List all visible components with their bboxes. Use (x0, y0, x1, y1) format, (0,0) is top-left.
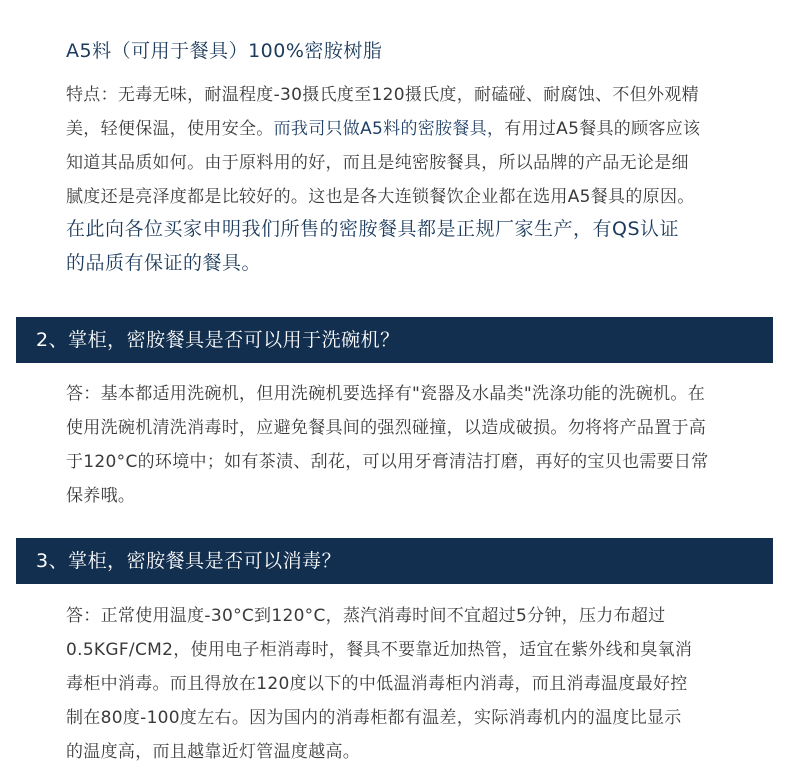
disinfection-line-4: 制在80度-100度左右。因为国内的消毒柜都有温差，实际消毒机内的温度比显示 (66, 708, 682, 728)
material-title: A5料（可用于餐具）100%密胺树脂 (66, 40, 383, 62)
disinfection-line-5: 的温度高，而且越靠近灯管温度越高。 (66, 742, 361, 762)
features-line-1: 特点：无毒无味，耐温程度-30摄氏度至120摄氏度，耐磕碰、耐腐蚀、不但外观精 (66, 85, 699, 105)
features-line-2 (66, 112, 766, 146)
dishwasher-line-2: 使用洗碗机清洗消毒时，应避免餐具间的强烈碰撞，以造成破损。勿将将产品置于高 (66, 418, 707, 438)
features-line-2-start: 美，轻便保温，使用安全。 (66, 119, 274, 139)
dishwasher-heading: 2、掌柜，密胺餐具是否可以用于洗碗机？ (16, 317, 773, 363)
features-line-3: 知道其品质如何。由于原料用的好，而且是纯密胺餐具，所以品牌的产品无论是细 (66, 153, 689, 173)
disinfection-heading: 3、掌柜，密胺餐具是否可以消毒？ (16, 538, 773, 584)
quality-statement (66, 212, 776, 280)
features-highlight: 而我司只做A5料的密胺餐具， (273, 119, 505, 139)
disinfection-line-3: 毒柜中消毒。而且得放在120度以下的中低温消毒柜内消毒，而且消毒温度最好控 (66, 674, 688, 694)
dishwasher-line-4: 保养哦。 (66, 486, 136, 506)
dishwasher-line-1: 答：基本都适用洗碗机，但用洗碗机要选择有"瓷器及水晶类"洗涤功能的洗碗机。在 (66, 384, 706, 404)
dishwasher-line-3: 于120°C的环境中；如有茶渍、刮花，可以用牙膏清洁打磨，再好的宝贝也需要日常 (66, 452, 709, 472)
disinfection-line-1: 答：正常使用温度-30°C到120°C，蒸汽消毒时间不宜超过5分钟，压力布超过 (66, 606, 666, 626)
disinfection-answer (66, 599, 766, 769)
statement-line-1: 在此向各位买家申明我们所售的密胺餐具都是正规厂家生产，有QS认证 (66, 218, 680, 240)
disinfection-line-2: 0.5KGF/CM2，使用电子柜消毒时，餐具不要靠近加热管，适宜在紫外线和臭氧消 (66, 640, 693, 660)
features-line-2-tail: 有用过A5餐具的顾客应该 (504, 119, 701, 139)
dishwasher-answer (66, 377, 766, 513)
features-paragraph (66, 78, 766, 214)
features-line-4: 腻度还是亮泽度都是比较好的。这也是各大连锁餐饮企业都在选用A5餐具的原因。 (66, 187, 695, 207)
statement-line-2: 的品质有保证的餐具。 (66, 252, 262, 274)
